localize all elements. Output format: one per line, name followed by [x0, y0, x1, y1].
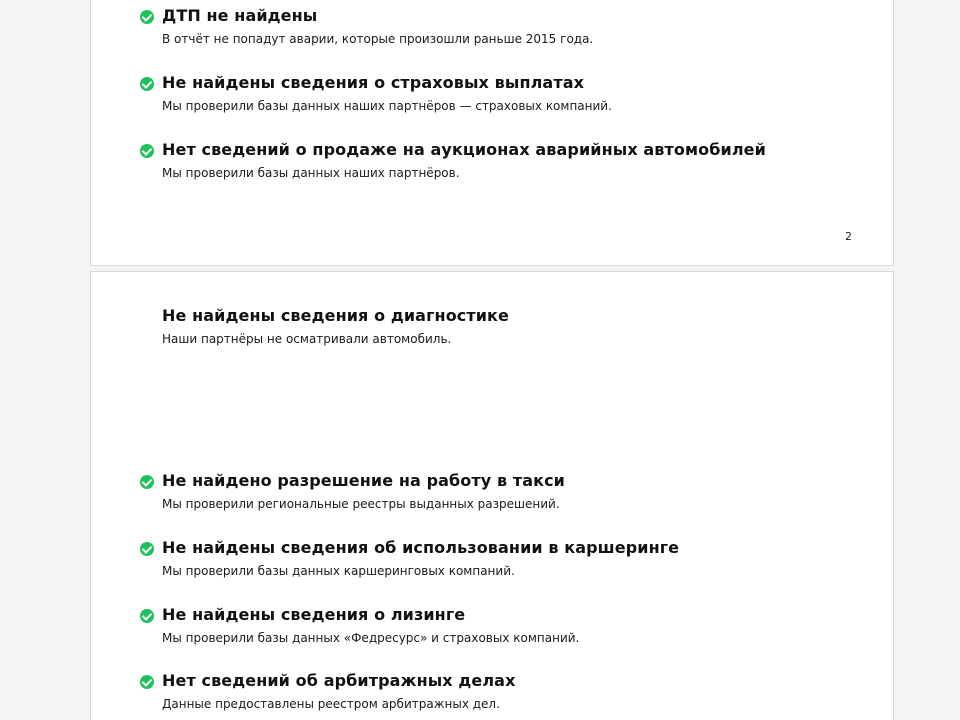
check-item-title: ДТП не найдены: [162, 6, 318, 25]
report-page-2: [90, 0, 894, 266]
report-page-3: [90, 271, 894, 720]
check-item-description: Мы проверили базы данных «Федресурс» и страховых компаний.: [162, 631, 580, 645]
check-item-description: Наши партнёры не осматривали автомобиль.: [162, 332, 452, 346]
check-item-title: Не найдены сведения о страховых выплатах: [162, 73, 585, 92]
check-item-description: Данные предоставлены реестром арбитражных дел.: [162, 697, 500, 711]
check-item-description: Мы проверили базы данных наших партнёров — страховых компаний.: [162, 99, 612, 113]
check-circle-icon: [140, 542, 154, 556]
page-number: 2: [845, 230, 852, 243]
check-item-title: Не найдены сведения о диагностике: [162, 306, 509, 325]
check-item-description: Мы проверили базы данных каршеринговых компаний.: [162, 564, 515, 578]
check-circle-icon: [140, 609, 154, 623]
check-item-title: Нет сведений о продаже на аукционах аварийных автомобилей: [162, 140, 766, 159]
check-item-title: Не найдены сведения о лизинге: [162, 605, 466, 624]
check-item-description: Мы проверили базы данных наших партнёров.: [162, 166, 460, 180]
check-item-title: Нет сведений об арбитражных делах: [162, 671, 516, 690]
check-item-description: В отчёт не попадут аварии, которые произошли раньше 2015 года.: [162, 32, 594, 46]
check-item-title: Не найдено разрешение на работу в такси: [162, 471, 565, 490]
check-circle-icon: [140, 675, 154, 689]
check-circle-icon: [140, 77, 154, 91]
check-circle-icon: [140, 144, 154, 158]
check-circle-icon: [140, 10, 154, 24]
check-item-title: Не найдены сведения об использовании в каршеринге: [162, 538, 680, 557]
check-circle-icon: [140, 475, 154, 489]
check-item-description: Мы проверили региональные реестры выданных разрешений.: [162, 497, 560, 511]
